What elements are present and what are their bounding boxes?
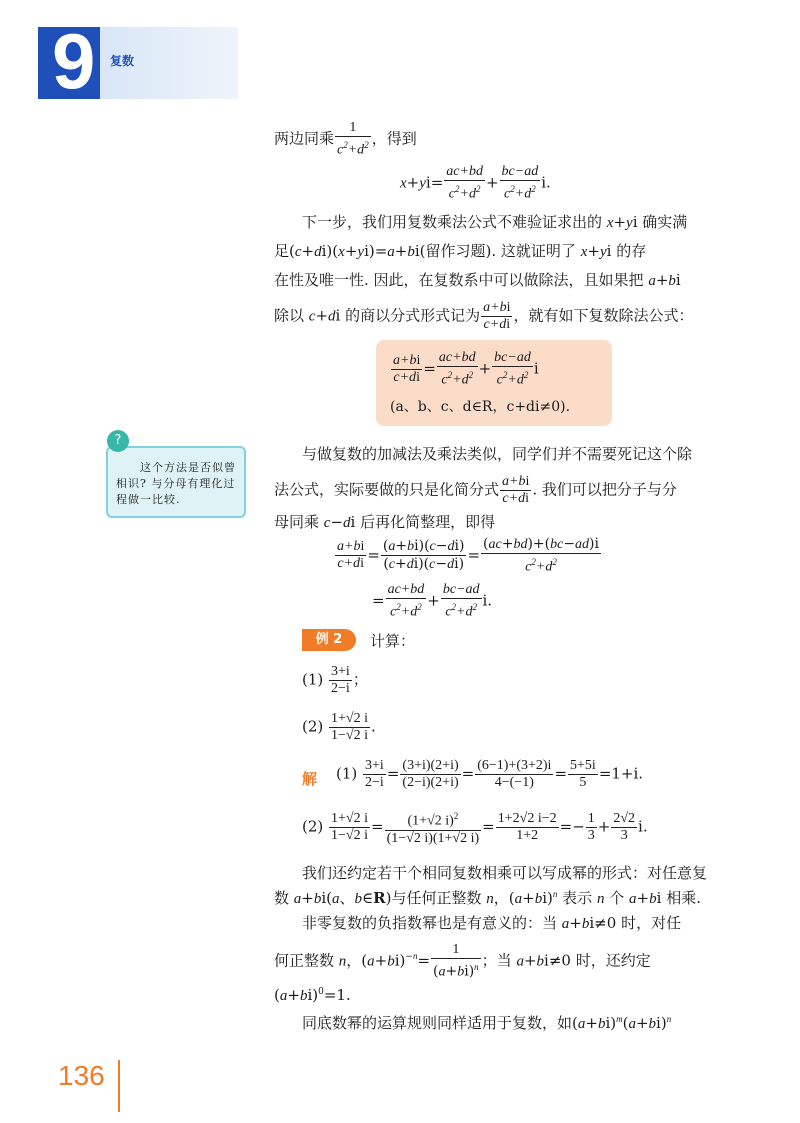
solution-2: (2) $\frac{1+√2 i}{1-√2 i}$ = $\frac{(1+√2 i)^2}{(1-√2 i)(1+√2 i)}$ = $\frac{1+2√2 i-2}{1+2}$ =− $\frac{1}{3}$ + $\frac{2√2}{3}$ i. [302, 808, 648, 847]
example-badge: 例 2 [302, 629, 356, 651]
paragraph-4-line-2: 数 a+bi(a、b∈R)与任何正整数 n，$(a+bi)^n$ 表示 n 个 a+bi 相乘. [274, 889, 701, 907]
p1-suffix: ，得到 [371, 129, 417, 148]
question-1: (1) $\frac{3+i}{2-i}$ ； [302, 664, 368, 696]
paragraph-2-line-2: 足(c+di)(x+yi)=a+bi(留作习题). 这就证明了 x+yi 的存 [274, 242, 647, 260]
paragraph-5-line-2: 何正整数 n，$(a+bi)^{-n}=$ $\frac{1}{(a+bi)^n}$ ；当 a+bi≠0 时，还约定 [274, 942, 651, 980]
division-formula-condition: (a、b、c、d∈R，c+di≠0). [390, 399, 571, 415]
question-2: (2) $\frac{1+√2 i}{1-√2 i}$ . [302, 711, 376, 743]
division-formula: $\frac{a+bi}{c+di}$ = $\frac{ac+bd}{c^2+d^2}$ + $\frac{bc-ad}{c^2+d^2}$ i [393, 350, 539, 388]
derivation-line-2: = $\frac{ac+bd}{c^2+d^2}$ + $\frac{bc-ad}{c^2+d^2}$ i. [372, 582, 493, 620]
paragraph-5-line-1: 非零复数的负指数幂也是有意义的：当 a+bi≠0 时，对任 [302, 914, 682, 932]
paragraph-6-line-1: 同底数幂的运算规则同样适用于复数，如$(a+bi)^m(a+bi)^n$ [302, 1014, 672, 1032]
paragraph-2-line-4: 除以 c+di 的商以分式形式记为 $\frac{a+bi}{c+di}$ ，就有如下复数除法公式： [274, 300, 694, 332]
paragraph-3-line-1: 与做复数的加减法及乘法类似，同学们并不需要死记这个除 [302, 445, 693, 463]
chapter-number: 9 [52, 17, 96, 105]
footer-divider [118, 1060, 120, 1112]
paragraph-3-line-3: 母同乘 c−di 后再化简整理，即得 [274, 513, 496, 531]
paragraph-3-line-2: 法公式，实际要做的只是化简分式 $\frac{a+bi}{c+di}$ . 我们可以把分子与分 [274, 474, 677, 506]
paragraph-2-line-1: 下一步，我们用复数乘法公式不难验证求出的 x+yi 确实满 [302, 213, 688, 231]
page-number: 136 [58, 1060, 105, 1091]
chapter-title: 复数 [110, 54, 135, 68]
paragraph-4-line-1: 我们还约定若干个相同复数相乘可以写成幂的形式：对任意复 [302, 864, 708, 882]
paragraph-5-line-3: $(a+bi)^0=1$. [274, 986, 351, 1004]
paragraph-2-line-3: 在性及唯一性. 因此，在复数系中可以做除法，且如果把 a+bi [274, 271, 681, 289]
formula-x-yi: x+yi= $\frac{ac+bd}{c^2+d^2}$ + $\frac{bc-ad}{c^2+d^2}$ i. [400, 164, 551, 202]
fraction: $\frac{1}{c^2+d^2}$ [337, 120, 369, 158]
side-note-text: 这个方法是否似曾相识? 与分母有理化过程做一比较. [116, 461, 236, 506]
p1-prefix: 两边同乘 [274, 129, 335, 148]
solution-badge: 解 [302, 770, 318, 788]
example-title: 计算： [370, 632, 416, 650]
question-icon: ? [107, 430, 129, 452]
solution-1: (1) $\frac{3+i}{2-i}$ = $\frac{(3+i)(2+i)}{(2-i)(2+i)}$ = $\frac{(6-1)+(3+2)i}{4-(-1)}$ = $\frac{5+5i}{5}$ =1+i. [336, 758, 644, 790]
paragraph-1 [274, 120, 417, 159]
derivation-line-1: $\frac{a+bi}{c+di}$ = $\frac{(a+bi)(c-di)}{(c+di)(c-di)}$ = $\frac{(ac+bd)+(bc-ad)i}{c^2+d^2}$ [337, 536, 599, 575]
